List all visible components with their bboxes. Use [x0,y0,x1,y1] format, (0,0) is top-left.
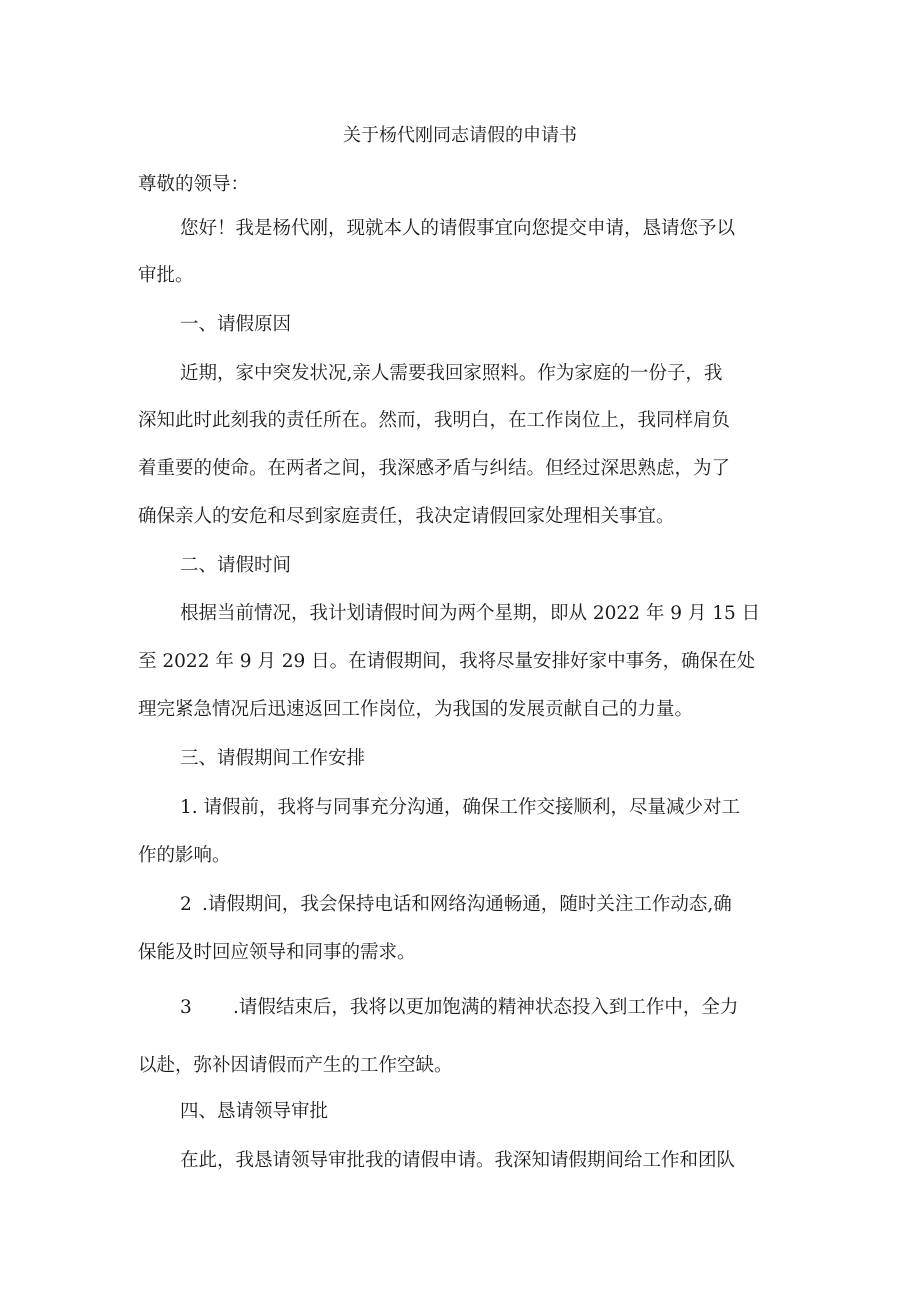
section-heading-reason: 一、请假原因 [180,314,292,335]
list-item-number: 3 [180,997,192,1018]
body-line: .请假期间，我会保持电话和网络沟通畅通，随时关注工作动态,确 [202,894,732,915]
body-line: 1. 请假前，我将与同事充分沟通，确保工作交接顺利，尽量减少对工 [180,797,741,818]
body-line: 以赴，弥补因请假而产生的工作空缺。 [138,1055,453,1076]
body-line: 深知此时此刻我的责任所在。然而，我明白，在工作岗位上，我同样肩负 [138,410,731,431]
body-line: .请假结束后，我将以更加饱满的精神状态投入到工作中，全力 [233,997,739,1018]
body-line: 您好！我是杨代刚，现就本人的请假事宜向您提交申请，恳请您予以 [180,218,736,239]
body-line: 着重要的使命。在两者之间，我深感矛盾与纠结。但经过深思熟虑，为了 [138,458,731,479]
section-heading-time: 二、请假时间 [180,555,292,576]
section-heading-arrangements: 三、请假期间工作安排 [180,748,366,769]
body-line: 根据当前情况，我计划请假时间为两个星期，即从 2022 年 9 月 15 日 [180,603,761,624]
body-line: 至 2022 年 9 月 29 日。在请假期间，我将尽量安排好家中事务，确保在处 [138,651,756,672]
body-line: 在此，我恳请领导审批我的请假申请。我深知请假期间给工作和团队 [180,1150,736,1171]
body-line: 作的影响。 [138,845,231,866]
section-heading-approval: 四、恳请领导审批 [180,1101,329,1122]
body-line: 近期，家中突发状况,亲人需要我回家照料。作为家庭的一份子，我 [180,363,723,384]
body-line: 保能及时回应领导和同事的需求。 [138,942,416,963]
list-item-number: 2 [180,894,192,915]
body-line: 确保亲人的安危和尽到家庭责任，我决定请假回家处理相关事宜。 [138,506,675,527]
salutation: 尊敬的领导： [138,174,250,195]
document-title: 关于杨代刚同志请假的申请书 [343,125,577,146]
body-line: 审批。 [138,265,194,286]
body-line: 理完紧急情况后迅速返回工作岗位，为我国的发展贡献自己的力量。 [138,699,694,720]
